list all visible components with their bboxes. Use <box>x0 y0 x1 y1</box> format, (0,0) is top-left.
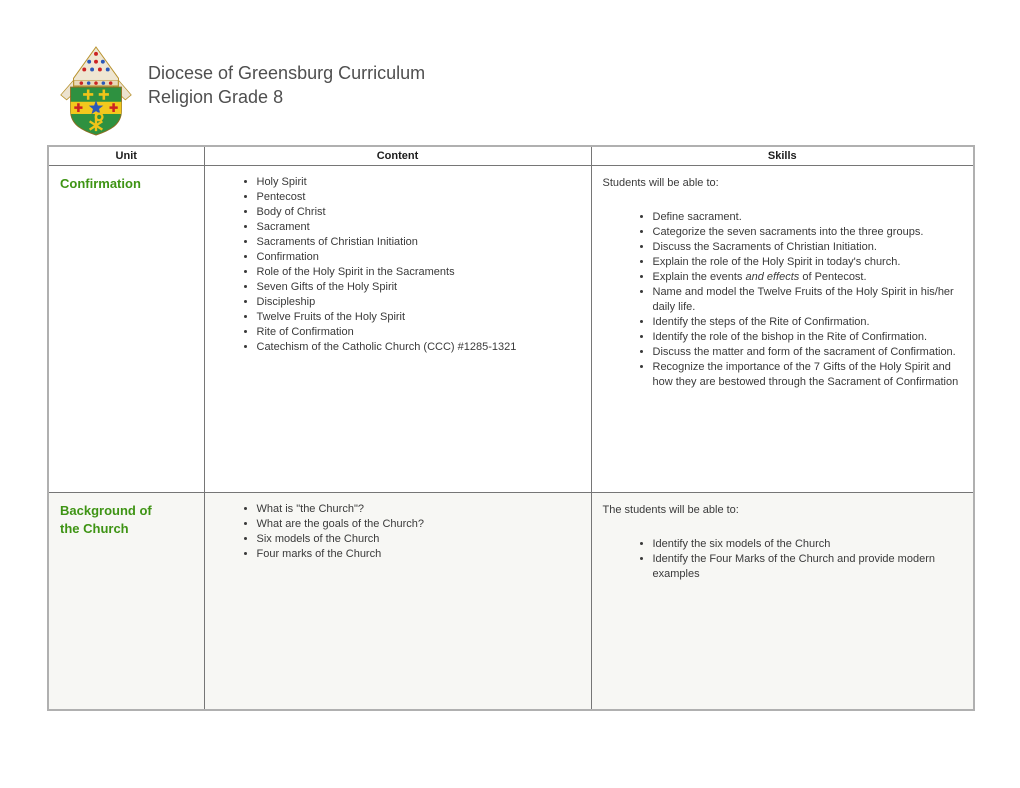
column-header-unit: Unit <box>48 146 204 166</box>
list-item: • Four marks of the Church <box>257 547 585 562</box>
skills-list <box>603 537 964 582</box>
list-item: • Holy Spirit <box>257 175 585 190</box>
document-title: Diocese of Greensburg Curriculum <box>148 63 426 83</box>
list-item: • What is "the Church"? <box>257 502 585 517</box>
list-item: • Body of Christ <box>257 205 585 220</box>
skills-intro: Students will be able to: <box>602 177 719 189</box>
list-item: • Seven Gifts of the Holy Spirit <box>257 280 585 295</box>
skills-list <box>603 210 964 390</box>
list-item: • Explain the role of the Holy Spirit in today's church. <box>653 255 964 270</box>
list-item: • Identify the steps of the Rite of Confirmation. <box>653 315 964 330</box>
list-item: • Identify the six models of the Church <box>653 537 964 552</box>
list-item: • Pentecost <box>257 190 585 205</box>
list-item: • Explain the events and effects of Pentecost. <box>653 270 964 285</box>
skills-cell <box>591 493 974 711</box>
list-item: • Catechism of the Catholic Church (CCC) #1285-1321 <box>257 340 585 355</box>
column-header-content: Content <box>204 146 591 166</box>
list-item: • Rite of Confirmation <box>257 325 585 340</box>
list-item: • Discipleship <box>257 295 585 310</box>
list-item: • Twelve Fruits of the Holy Spirit <box>257 310 585 325</box>
curriculum-table <box>47 145 975 711</box>
list-item: • What are the goals of the Church? <box>257 517 585 532</box>
content-list <box>205 175 585 355</box>
unit-cell <box>48 166 204 493</box>
list-item: • Sacraments of Christian Initiation <box>257 235 585 250</box>
list-item: • Define sacrament. <box>653 210 964 225</box>
list-item: • Six models of the Church <box>257 532 585 547</box>
list-item: • Identify the Four Marks of the Church and provide modern examples <box>653 552 964 582</box>
list-item: • Discuss the Sacraments of Christian Initiation. <box>653 240 964 255</box>
content-cell <box>204 166 591 493</box>
column-header-skills: Skills <box>591 146 974 166</box>
content-cell <box>204 493 591 711</box>
list-item: • Recognize the importance of the 7 Gifts of the Holy Spirit and how they are bestowed through the Sacrament of Confirmation <box>653 360 964 390</box>
skills-intro: The students will be able to: <box>602 504 739 516</box>
table-row-confirmation <box>48 166 974 493</box>
list-item: • Categorize the seven sacraments into the three groups. <box>653 225 964 240</box>
list-item: • Identify the role of the bishop in the Rite of Confirmation. <box>653 330 964 345</box>
unit-title: Confirmation <box>60 176 141 191</box>
table-header-row <box>48 146 974 166</box>
document-title-block <box>148 61 425 109</box>
list-item: • Name and model the Twelve Fruits of the Holy Spirit in his/her daily life. <box>653 285 964 315</box>
list-item: • Confirmation <box>257 250 585 265</box>
diocese-coat-of-arms-logo <box>56 46 136 136</box>
unit-title: Background of the Church <box>60 503 152 536</box>
document-subtitle: Religion Grade 8 <box>148 87 284 107</box>
content-list <box>205 502 585 562</box>
skills-cell <box>591 166 974 493</box>
list-item: • Discuss the matter and form of the sacrament of Confirmation. <box>653 345 964 360</box>
list-item: • Role of the Holy Spirit in the Sacraments <box>257 265 585 280</box>
table-row-background-of-the-church <box>48 493 974 711</box>
list-item: • Sacrament <box>257 220 585 235</box>
unit-cell <box>48 493 204 711</box>
